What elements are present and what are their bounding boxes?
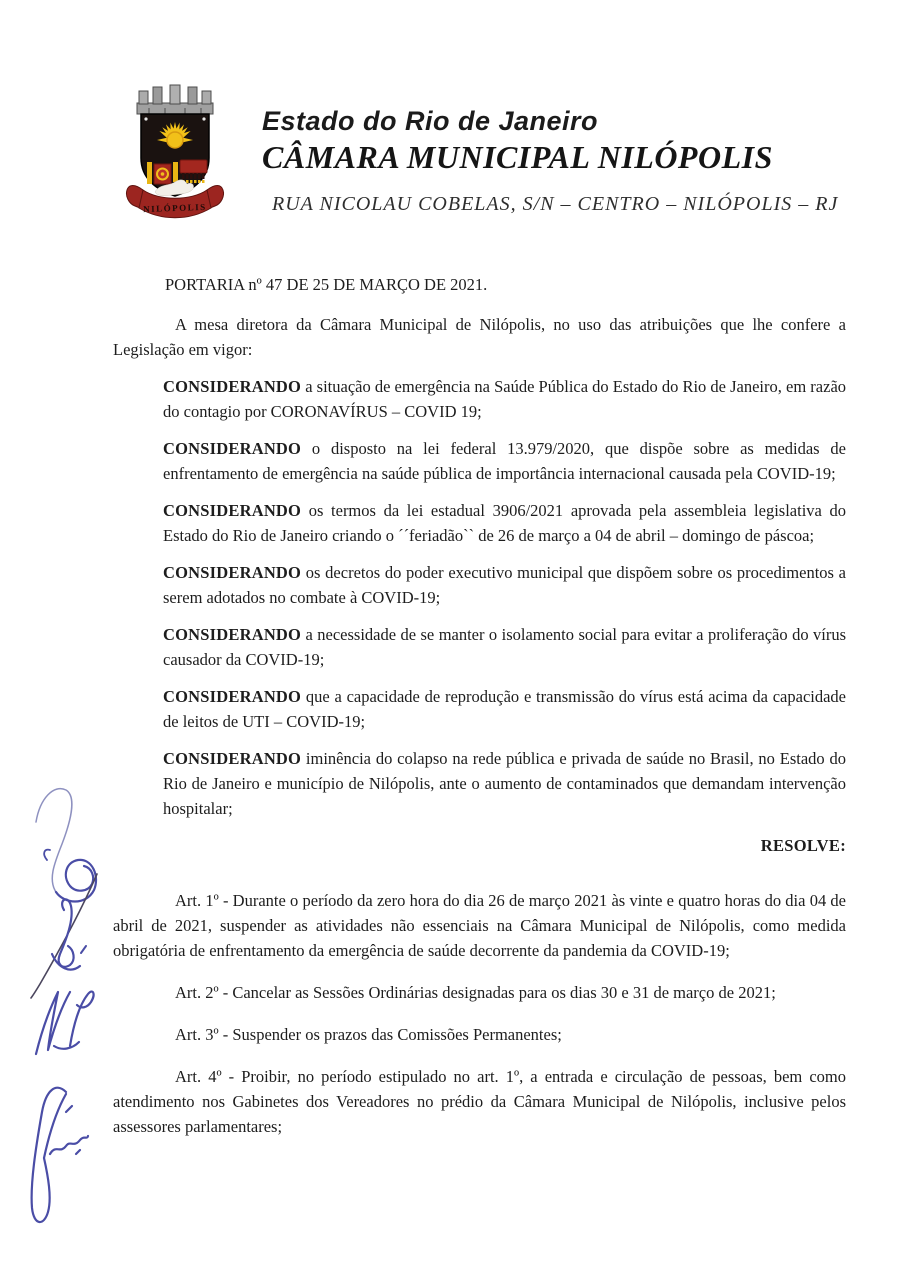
considerando-paragraph bbox=[163, 560, 846, 610]
considerando-paragraph bbox=[163, 622, 846, 672]
signature-1-icon bbox=[36, 789, 96, 902]
considerando-text: que a capacidade de reprodução e transmissão do vírus está acima da capacidade de leitos de UTI – COVID-19; bbox=[163, 687, 846, 731]
considerando-label: CONSIDERANDO bbox=[163, 439, 302, 458]
article-paragraph: Art. 3º - Suspender os prazos das Comissões Permanentes; bbox=[175, 1025, 562, 1044]
address-line: RUA NICOLAU COBELAS, S/N – CENTRO – NILÓPOLIS – RJ bbox=[272, 193, 839, 215]
org-title: CÂMARA MUNICIPAL NILÓPOLIS bbox=[262, 139, 773, 175]
shield-charges bbox=[147, 160, 207, 184]
considerando-text: o disposto na lei federal 13.979/2020, que dispõe sobre as medidas de enfrentamento de emergência na saúde pública de importância internacional causada pela COVID-19; bbox=[163, 439, 846, 483]
article-paragraph: Art. 4º - Proibir, no período estipulado no art. 1º, a entrada e circulação de pessoas, bem como atendimento nos Gabinetes dos Vereadores no prédio da Câmara Municipal de Nilópolis, inclusive pelos assessores parlamentares; bbox=[113, 1067, 846, 1136]
considerando-paragraph bbox=[163, 746, 846, 821]
article-paragraph: Art. 1º - Durante o período da zero hora do dia 26 de março 2021 às vinte e quatro horas do dia 04 de abril de 2021, suspender as atividades não essenciais na Câmara Municipal de Nilópolis, como medida obrigatória de enfrentamento da emergência de saúde decorrente da pandemia da COVID-19; bbox=[113, 891, 846, 960]
articles-section bbox=[113, 888, 846, 1139]
nilopolis-coat-of-arms-icon bbox=[124, 84, 226, 224]
considerando-label: CONSIDERANDO bbox=[163, 625, 302, 644]
considerando-paragraph bbox=[163, 436, 846, 486]
considerando-label: CONSIDERANDO bbox=[163, 749, 302, 768]
signature-4-icon bbox=[32, 1088, 88, 1222]
letterhead-text bbox=[262, 106, 839, 216]
document-body bbox=[113, 272, 846, 1156]
preamble-paragraph: A mesa diretora da Câmara Municipal de Nilópolis, no uso das atribuições que lhe confere a Legislação em vigor: bbox=[113, 315, 846, 359]
article-paragraph: Art. 2º - Cancelar as Sessões Ordinárias designadas para os dias 30 e 31 de março de 2021; bbox=[175, 983, 776, 1002]
considerando-text: os decretos do poder executivo municipal que dispõem sobre os procedimentos a serem adotados no combate à COVID-19; bbox=[163, 563, 846, 607]
considerando-label: CONSIDERANDO bbox=[163, 687, 302, 706]
resolve-heading: RESOLVE: bbox=[760, 836, 846, 855]
considerando-text: a necessidade de se manter o isolamento social para evitar a proliferação do vírus causador da COVID-19; bbox=[163, 625, 846, 669]
coat-of-arms-svg bbox=[124, 84, 226, 224]
considerando-text: iminência do colapso na rede pública e privada de saúde no Brasil, no Estado do Rio de Janeiro e município de Nilópolis, ante o aumento de contaminados que demandam intervenção hospitalar; bbox=[163, 749, 846, 818]
considerandos-section bbox=[113, 374, 846, 821]
considerando-paragraph bbox=[163, 498, 846, 548]
considerando-paragraph bbox=[163, 684, 846, 734]
portaria-title: PORTARIA nº 47 DE 25 DE MARÇO DE 2021. bbox=[165, 275, 488, 294]
considerando-paragraph bbox=[163, 374, 846, 424]
signature-2-icon bbox=[31, 874, 97, 998]
considerando-text: a situação de emergência na Saúde Pública do Estado do Rio de Janeiro, em razão do contagio por CORONAVÍRUS – COVID 19; bbox=[163, 377, 847, 421]
signatures-overlay bbox=[0, 778, 130, 1248]
considerando-label: CONSIDERANDO bbox=[163, 377, 302, 396]
crest-banner-text: NILÓPOLIS bbox=[142, 201, 207, 215]
considerando-label: CONSIDERANDO bbox=[163, 501, 302, 520]
considerando-label: CONSIDERANDO bbox=[163, 563, 302, 582]
considerando-text: os termos da lei estadual 3906/2021 aprovada pela assembleia legislativa do Estado do Rio de Janeiro criando o ´´feriadão`` de 26 de março a 04 de abril – domingo de páscoa; bbox=[163, 501, 846, 545]
crown-icon bbox=[137, 85, 213, 114]
state-title: Estado do Rio de Janeiro bbox=[262, 106, 599, 136]
signature-3-icon bbox=[36, 992, 94, 1054]
